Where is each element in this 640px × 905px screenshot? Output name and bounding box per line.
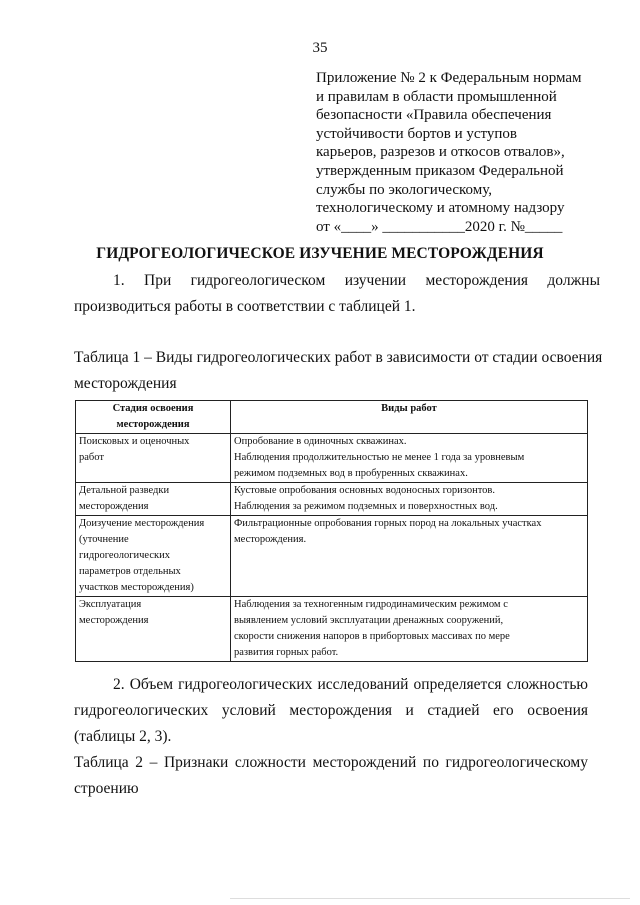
- paragraph-2-line-3: (таблицы 2, 3).: [74, 728, 172, 745]
- table-1-caption-line-1: Таблица 1 – Виды гидрогеологических работ в зависимости от стадии освоения: [74, 349, 603, 366]
- page-number: 35: [312, 40, 328, 56]
- works-cell: Наблюдения за техногенным гидродинамическим режимом с выявлением условий эксплуатации дренажных сооружений, скорости снижения напоров в прибортовых массивах по мере развития горных работ.: [231, 597, 588, 662]
- table-2-caption-line-1: Таблица 2 – Признаки сложности месторождений по гидрогеологическому: [74, 754, 588, 771]
- paragraph-2-line-1: 2. Объем гидрогеологических исследований определяется сложностью: [113, 676, 588, 693]
- works-cell: Опробование в одиночных скважинах. Наблюдения продолжительностью не менее 1 года за уровневым режимом подземных вод в пробуренных скважинах.: [231, 434, 588, 483]
- table-2-caption-line-2: строению: [74, 780, 139, 797]
- paragraph-2: [74, 672, 588, 750]
- table-row: [76, 597, 588, 662]
- appendix-line: устойчивости бортов и уступов: [316, 125, 517, 142]
- appendix-line: от «____» ___________2020 г. №_____: [316, 218, 563, 235]
- table-row: [76, 434, 588, 483]
- stage-cell: Поисковых и оценочных работ: [76, 434, 231, 483]
- scan-edge-line: [230, 898, 630, 899]
- appendix-line: карьеров, разрезов и откосов отвалов»,: [316, 144, 565, 161]
- table-header-row: [76, 401, 588, 434]
- paragraph-2-line-2: гидрогеологических условий месторождения и стадией его освоения: [74, 702, 588, 719]
- paragraph-1: [74, 268, 601, 320]
- works-cell: Фильтрационные опробования горных пород на локальных участках месторождения.: [231, 516, 588, 597]
- works-cell: Кустовые опробования основных водоносных горизонтов. Наблюдения за режимом подземных и поверхностных вод.: [231, 483, 588, 516]
- table-1-caption-line-2: месторождения: [74, 375, 177, 392]
- paragraph-1-line-2: производиться работы в соответствии с таблицей 1.: [74, 298, 416, 315]
- table-row: [76, 483, 588, 516]
- section-heading: ГИДРОГЕОЛОГИЧЕСКОЕ ИЗУЧЕНИЕ МЕСТОРОЖДЕНИЯ: [96, 245, 544, 262]
- table-2-caption: [74, 750, 588, 802]
- paragraph-1-line-1: 1. При гидрогеологическом изучении месторождения должны: [113, 272, 601, 289]
- appendix-line: Приложение № 2 к Федеральным нормам: [316, 70, 582, 86]
- table-1-caption: [74, 345, 603, 397]
- table-row: [76, 516, 588, 597]
- stage-cell: Детальной разведки месторождения: [76, 483, 231, 516]
- column-header-works: Виды работ: [231, 401, 588, 434]
- appendix-line: технологическому и атомному надзору: [316, 200, 565, 217]
- appendix-line: и правилам в области промышленной: [316, 88, 557, 105]
- appendix-line: безопасности «Правила обеспечения: [316, 107, 552, 124]
- appendix-block: [316, 69, 616, 236]
- appendix-line: утвержденным приказом Федеральной: [316, 162, 564, 179]
- stage-cell: Эксплуатация месторождения: [76, 597, 231, 662]
- column-header-stage: Стадия освоения месторождения: [76, 401, 231, 434]
- stage-cell: Доизучение месторождения (уточнение гидрогеологических параметров отдельных участков месторождения): [76, 516, 231, 597]
- table-1: [75, 400, 588, 662]
- appendix-line: службы по экологическому,: [316, 181, 492, 198]
